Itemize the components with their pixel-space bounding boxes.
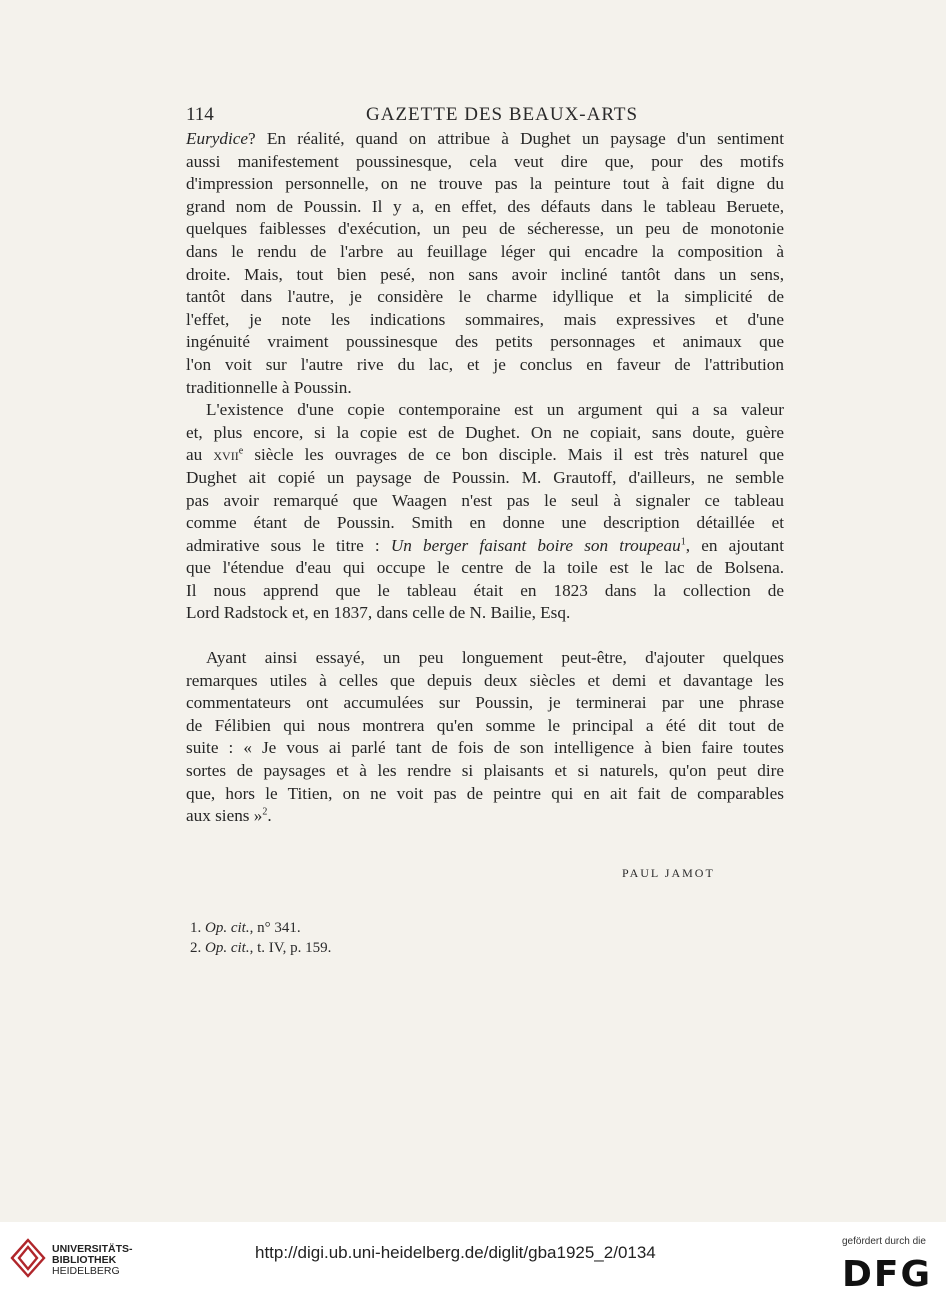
section-gap — [186, 625, 784, 647]
footnote-ref: 2 — [262, 806, 268, 818]
permalink-url[interactable]: http://digi.ub.uni-heidelberg.de/diglit/gba1925_2/0134 — [255, 1243, 656, 1262]
text-line: Il nous apprend que le tableau était en 1823 dans la collection de — [186, 580, 784, 600]
text-line: aussi manifestement poussinesque, cela veut dire que, pour des motifs — [186, 151, 784, 171]
text-line: quelques faiblesses d'exécution, un peu de sécheresse, un peu de monotonie — [186, 219, 784, 239]
paragraph-3 — [186, 647, 784, 828]
paragraph-2 — [186, 399, 784, 625]
text-line: dans le rendu de l'arbre au feuillage léger qui encadre la composition à — [186, 241, 784, 261]
text-line: admirative sous le titre : Un berger faisant boire son troupeau$^1$, en ajoutant — [186, 535, 784, 555]
text-line: tantôt dans l'autre, je considère le charme idyllique et la simplicité de — [186, 287, 784, 307]
text-line: comme étant de Poussin. Smith en donne une description détaillée et — [186, 513, 784, 533]
century-numeral: xvii — [213, 445, 239, 465]
text-line: remarques utiles à celles que depuis deux siècles et demi et davantage les — [186, 670, 784, 690]
paragraph-1 — [186, 128, 784, 399]
footnote: 2. Op. cit., t. IV, p. 159. — [190, 940, 332, 956]
text-line: commentateurs ont accumulées sur Poussin, je terminerai par une phrase — [186, 693, 784, 713]
page-number: 114 — [186, 104, 214, 125]
university-logo-icon — [8, 1236, 48, 1280]
text-line: que, hors le Titien, on ne voit pas de peintre qui en ait fait de comparables — [186, 783, 784, 803]
text-line: L'existence d'une copie contemporaine est un argument qui a sa valeur — [206, 400, 784, 420]
text-line: aux siens »$^2$. — [186, 806, 272, 826]
journal-title: GAZETTE DES BEAUX-ARTS — [366, 104, 639, 125]
text-line: Ayant ainsi essayé, un peu longuement peut-être, d'ajouter quelques — [206, 648, 784, 668]
text-line: Lord Radstock et, en 1837, dans celle de N. Bailie, Esq. — [186, 603, 571, 623]
text-line: que l'étendue d'eau qui occupe le centre de la toile est le lac de Bolsena. — [186, 558, 784, 578]
dfg-logo: DFG — [842, 1254, 933, 1295]
footnote-ref: 1 — [680, 535, 686, 547]
text-line: traditionnelle à Poussin. — [186, 377, 352, 397]
text-line: d'impression personnelle, on ne trouve pas la peinture tout à fait digne du — [186, 174, 784, 194]
text-line: l'on voit sur l'autre rive du lac, et je conclus en faveur de l'attribution — [186, 354, 784, 374]
text-line: ingénuité vraiment poussinesque des petits personnages et animaux que — [186, 332, 784, 352]
text-line: Eurydice? En réalité, quand on attribue à Dughet un paysage d'un sentiment — [186, 129, 784, 148]
text-line: Dughet ait copié un paysage de Poussin. M. Grautoff, d'ailleurs, ne semble — [186, 467, 784, 487]
article-body — [186, 128, 784, 828]
footnote: 1. Op. cit., n° 341. — [190, 920, 301, 936]
university-name: UNIVERSITÄTS- BIBLIOTHEK HEIDELBERG — [52, 1243, 133, 1277]
funding-note: gefördert durch die — [842, 1236, 926, 1247]
text-line: grand nom de Poussin. Il y a, en effet, des défauts dans le tableau Beruete, — [186, 196, 784, 216]
text-line: droite. Mais, tout bien pesé, non sans avoir incliné tantôt dans un sens, — [186, 264, 784, 284]
italic-title: Eurydice — [186, 129, 249, 148]
text-line: suite : « Je vous ai parlé tant de fois de son intelligence à bien faire toutes — [186, 738, 784, 758]
text-line: sortes de paysages et à les rendre si plaisants et si naturels, qu'on peut dire — [186, 761, 784, 781]
text-line: au xvii$^e$ siècle les ouvrages de ce bon disciple. Mais il est très naturel que — [186, 445, 784, 465]
italic-title: Un berger faisant boire son troupeau — [390, 535, 681, 555]
footnotes — [190, 918, 331, 958]
text-line: pas avoir remarqué que Waagen n'est pas le seul à signaler ce tableau — [186, 490, 784, 510]
author-signature: PAUL JAMOT — [622, 866, 715, 880]
text-line: et, plus encore, si la copie est de Dughet. On ne copiait, sans doute, guère — [186, 422, 784, 442]
text-line: l'effet, je note les indications sommaires, mais expressives et d'une — [186, 309, 784, 329]
text-line: de Félibien qui nous montrera qu'en somme le principal a été dit tout de — [186, 715, 784, 735]
